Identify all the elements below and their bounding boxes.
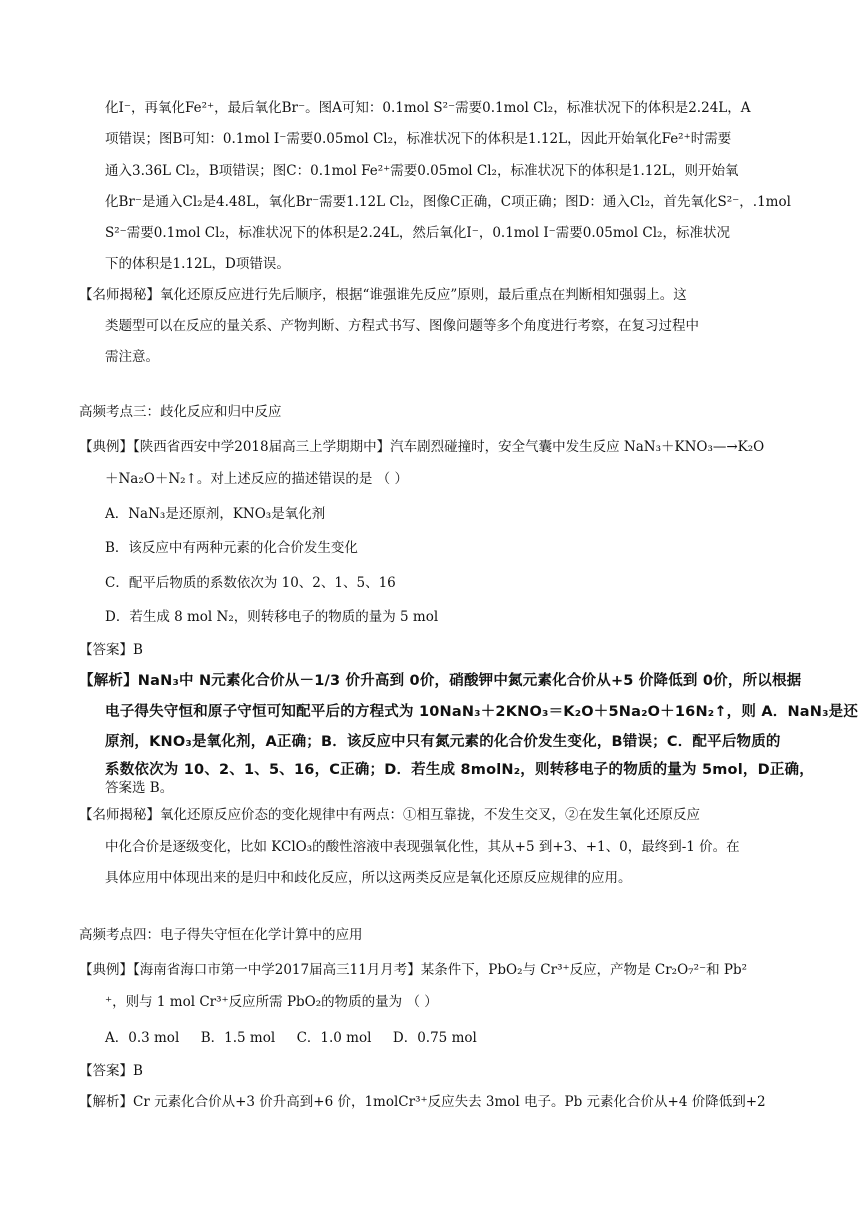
option-b: B．该反应中有两种元素的化合价发生变化 [105,540,358,556]
paragraph-line: 下的体积是1.12L，D项错误。 [105,256,290,272]
option-row: A．0.3 mol B．1.5 mol C．1.0 mol D．0.75 mol [105,1030,477,1046]
analysis-line: 系数依次为 10、2、1、5、16，C正确；D．若生成 8molN₂，则转移电子的物质的量为 5mol，D正确， [105,762,814,778]
answer-line: 【答案】B [79,642,143,658]
paragraph-line: 化Br⁻是通入Cl₂是4.48L，氧化Br⁻需要1.12L Cl₂，图像C正确，C项正确；图D：通入Cl₂，首先氧化S²⁻，.1mol [105,194,791,210]
tip-line: 中化合价是逐级变化，比如 KClO₃的酸性溶液中表现强氧化性，其从+5 到+3、+1、0，最终到-1 价。在 [105,839,740,855]
tip-line: 需注意。 [105,349,159,365]
paragraph-line: S²⁻需要0.1mol Cl₂，标准状况下的体积是2.24L，然后氧化I⁻，0.1mol I⁻需要0.05mol Cl₂，标准状况 [105,225,730,241]
analysis-line: 电子得失守恒和原子守恒可知配平后的方程式为 10NaN₃＋2KNO₃＝K₂O＋5Na₂O＋16N₂↑，则 A．NaN₃是还 [105,704,859,720]
analysis-line: 原剂，KNO₃是氧化剂，A正确；B．该反应中只有氮元素的化合价发生变化，B错误；C．配平后物质的 [105,734,781,750]
analysis-line: 答案选 B。 [105,780,174,796]
analysis-line: 【解析】NaN₃中 N元素化合价从－1/3 价升高到 0价，硝酸钾中氮元素化合价从+5 价降低到 0价，所以根据 [79,673,802,689]
question-line: ＋Na₂O＋N₂↑。对上述反应的描述错误的是 （ ） [105,471,408,487]
tip-line: 类题型可以在反应的量关系、产物判断、方程式书写、图像问题等多个角度进行考察，在复习过程中 [105,318,699,334]
question-line: 【典例】【陕西省西安中学2018届高三上学期期中】汽车剧烈碰撞时，安全气囊中发生反应 NaN₃＋KNO₃—→K₂O [79,439,765,455]
analysis-line: 【解析】Cr 元素化合价从+3 价升高到+6 价，1molCr³⁺反应失去 3mol 电子。Pb 元素化合价从+4 价降低到+2 [79,1094,766,1110]
question-line: ⁺，则与 1 mol Cr³⁺反应所需 PbO₂的物质的量为 （ ） [105,994,438,1010]
tip-line: 具体应用中体现出来的是归中和歧化反应，所以这两类反应是氧化还原反应规律的应用。 [105,870,632,886]
paragraph-line: 通入3.36L Cl₂，B项错误；图C：0.1mol Fe²⁺需要0.05mol Cl₂，标准状况下的体积是1.12L，则开始氧 [105,163,739,179]
tip-line: 【名师揭秘】氧化还原反应进行先后顺序，根据“谁强谁先反应”原则，最后重点在判断相知强弱上。这 [79,287,687,303]
option-c: C．配平后物质的系数依次为 10、2、1、5、16 [105,575,396,591]
section-heading: 高频考点三：歧化反应和归中反应 [79,404,282,420]
section-heading: 高频考点四：电子得失守恒在化学计算中的应用 [79,927,363,943]
paragraph-line: 化I⁻，再氧化Fe²⁺，最后氧化Br⁻。图A可知：0.1mol S²⁻需要0.1mol Cl₂，标准状况下的体积是2.24L，A [105,100,751,116]
question-line: 【典例】【海南省海口市第一中学2017届高三11月月考】某条件下，PbO₂与 Cr³⁺反应，产物是 Cr₂O₇²⁻和 Pb² [79,962,748,978]
option-d: D．若生成 8 mol N₂，则转移电子的物质的量为 5 mol [105,609,439,625]
answer-line: 【答案】B [79,1063,143,1079]
tip-line: 【名师揭秘】氧化还原反应价态的变化规律中有两点：①相互靠拢，不发生交叉，②在发生氧化还原反应 [79,807,700,823]
option-a: A．NaN₃是还原剂，KNO₃是氧化剂 [105,506,326,522]
paragraph-line: 项错误；图B可知：0.1mol I⁻需要0.05mol Cl₂，标准状况下的体积是1.12L，因此开始氧化Fe²⁺时需要 [105,131,732,147]
